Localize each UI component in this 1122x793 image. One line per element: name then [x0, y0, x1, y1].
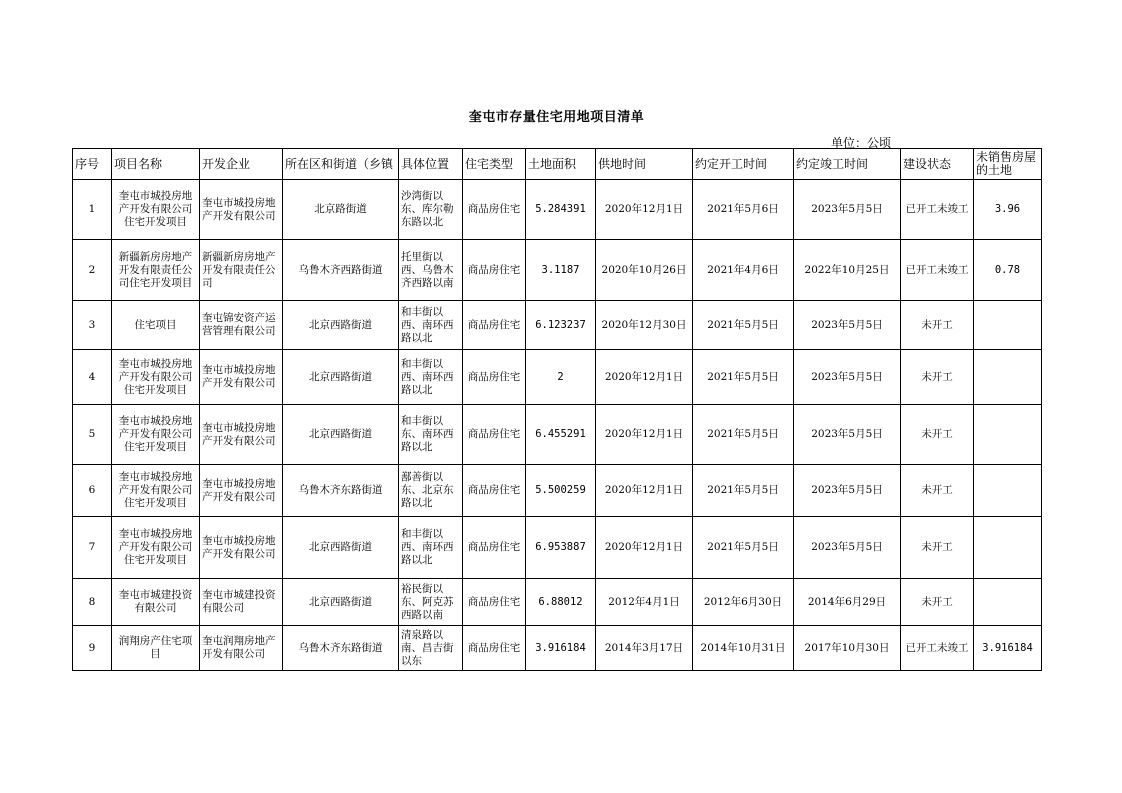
cell-project-name: 润翔房产住宅项目: [112, 626, 200, 671]
cell-supply-date: 2020年12月1日: [596, 405, 693, 465]
cell-location: 和丰街以西、南环西路以北: [399, 517, 463, 579]
table-row: [73, 626, 1042, 671]
header-company: 开发企业: [200, 149, 283, 180]
header-status: 建设状态: [901, 149, 974, 180]
cell-finish-date: 2023年5月5日: [794, 350, 901, 405]
header-finish-date: 约定竣工时间: [794, 149, 901, 180]
cell-location: 和丰街以西、南环西路以北: [399, 350, 463, 405]
cell-finish-date: 2023年5月5日: [794, 301, 901, 350]
cell-finish-date: 2023年5月5日: [794, 405, 901, 465]
cell-location: 沙湾街以东、库尔勒东路以北: [399, 180, 463, 240]
cell-project-name: 住宅项目: [112, 301, 200, 350]
cell-status: 未开工: [901, 517, 974, 579]
cell-start-date: 2021年5月5日: [693, 405, 794, 465]
cell-no: 3: [73, 301, 112, 350]
header-unsold-land: 未销售房屋的土地: [974, 149, 1042, 180]
cell-no: 2: [73, 240, 112, 301]
header-start-date: 约定开工时间: [693, 149, 794, 180]
cell-company: 新疆新房房地产开发有限责任公司: [200, 240, 283, 301]
cell-land-area: 5.500259: [526, 465, 596, 517]
cell-no: 4: [73, 350, 112, 405]
cell-status: 已开工未竣工: [901, 626, 974, 671]
cell-supply-date: 2012年4月1日: [596, 579, 693, 626]
cell-land-area: 6.123237: [526, 301, 596, 350]
cell-land-area: 3.1187: [526, 240, 596, 301]
table-row: [73, 517, 1042, 579]
cell-district: 北京西路街道: [283, 579, 399, 626]
unit-label: 单位：公顷: [831, 136, 892, 150]
cell-district: 乌鲁木齐西路街道: [283, 240, 399, 301]
cell-unsold-land: [974, 579, 1042, 626]
cell-district: 北京西路街道: [283, 301, 399, 350]
cell-start-date: 2021年5月5日: [693, 517, 794, 579]
cell-status: 未开工: [901, 579, 974, 626]
cell-status: 未开工: [901, 301, 974, 350]
cell-housing-type: 商品房住宅: [463, 240, 526, 301]
cell-no: 1: [73, 180, 112, 240]
cell-unsold-land: [974, 301, 1042, 350]
cell-supply-date: 2020年10月26日: [596, 240, 693, 301]
cell-project-name: 奎屯市城投房地产开发有限公司住宅开发项目: [112, 465, 200, 517]
cell-housing-type: 商品房住宅: [463, 579, 526, 626]
header-housing-type: 住宅类型: [463, 149, 526, 180]
cell-project-name: 奎屯市城投房地产开发有限公司住宅开发项目: [112, 350, 200, 405]
cell-district: 北京西路街道: [283, 350, 399, 405]
cell-unsold-land: [974, 465, 1042, 517]
cell-land-area: 2: [526, 350, 596, 405]
cell-supply-date: 2014年3月17日: [596, 626, 693, 671]
cell-land-area: 6.455291: [526, 405, 596, 465]
cell-unsold-land: 0.78: [974, 240, 1042, 301]
cell-supply-date: 2020年12月1日: [596, 517, 693, 579]
table-row: [73, 301, 1042, 350]
header-land-area: 土地面积: [526, 149, 596, 180]
cell-project-name: 奎屯市城投房地产开发有限公司住宅开发项目: [112, 517, 200, 579]
table-row: [73, 240, 1042, 301]
header-district: 所在区和街道（乡镇: [283, 149, 399, 180]
cell-finish-date: 2022年10月25日: [794, 240, 901, 301]
cell-housing-type: 商品房住宅: [463, 350, 526, 405]
table-row: [73, 180, 1042, 240]
cell-status: 未开工: [901, 465, 974, 517]
cell-status: 未开工: [901, 350, 974, 405]
document-title: 奎屯市存量住宅用地项目清单: [468, 110, 645, 125]
land-list-table: [72, 148, 1042, 671]
table-row: [73, 579, 1042, 626]
cell-district: 乌鲁木齐东路街道: [283, 465, 399, 517]
header-location: 具体位置: [399, 149, 463, 180]
cell-supply-date: 2020年12月1日: [596, 465, 693, 517]
cell-no: 6: [73, 465, 112, 517]
cell-housing-type: 商品房住宅: [463, 180, 526, 240]
cell-status: 已开工未竣工: [901, 240, 974, 301]
cell-location: 和丰街以西、南环西路以北: [399, 301, 463, 350]
cell-company: 奎屯市城投房地产开发有限公司: [200, 405, 283, 465]
cell-status: 未开工: [901, 405, 974, 465]
cell-company: 奎屯润翔房地产开发有限公司: [200, 626, 283, 671]
cell-land-area: 5.284391: [526, 180, 596, 240]
cell-company: 奎屯市城建投资有限公司: [200, 579, 283, 626]
cell-start-date: 2021年5月6日: [693, 180, 794, 240]
cell-district: 北京西路街道: [283, 517, 399, 579]
cell-finish-date: 2017年10月30日: [794, 626, 901, 671]
cell-unsold-land: 3.916184: [974, 626, 1042, 671]
cell-district: 北京西路街道: [283, 405, 399, 465]
cell-start-date: 2021年5月5日: [693, 301, 794, 350]
cell-start-date: 2021年5月5日: [693, 465, 794, 517]
cell-finish-date: 2023年5月5日: [794, 180, 901, 240]
cell-unsold-land: [974, 350, 1042, 405]
cell-land-area: 6.953887: [526, 517, 596, 579]
cell-location: 裕民街以东、阿克苏西路以南: [399, 579, 463, 626]
cell-no: 9: [73, 626, 112, 671]
header-supply-date: 供地时间: [596, 149, 693, 180]
cell-start-date: 2021年4月6日: [693, 240, 794, 301]
cell-no: 8: [73, 579, 112, 626]
cell-finish-date: 2023年5月5日: [794, 517, 901, 579]
cell-finish-date: 2023年5月5日: [794, 465, 901, 517]
cell-location: 鄯善街以东、北京东路以北: [399, 465, 463, 517]
cell-no: 5: [73, 405, 112, 465]
cell-unsold-land: [974, 405, 1042, 465]
cell-land-area: 6.88012: [526, 579, 596, 626]
cell-supply-date: 2020年12月1日: [596, 180, 693, 240]
cell-status: 已开工未竣工: [901, 180, 974, 240]
cell-location: 和丰街以东、南环西路以北: [399, 405, 463, 465]
header-project-name: 项目名称: [112, 149, 200, 180]
table-row: [73, 405, 1042, 465]
header-no: 序号: [73, 149, 112, 180]
cell-housing-type: 商品房住宅: [463, 465, 526, 517]
cell-project-name: 奎屯市城建投资有限公司: [112, 579, 200, 626]
cell-unsold-land: [974, 517, 1042, 579]
cell-no: 7: [73, 517, 112, 579]
cell-project-name: 奎屯市城投房地产开发有限公司住宅开发项目: [112, 180, 200, 240]
cell-company: 奎屯市城投房地产开发有限公司: [200, 517, 283, 579]
cell-start-date: 2014年10月31日: [693, 626, 794, 671]
cell-land-area: 3.916184: [526, 626, 596, 671]
cell-location: 清泉路以南、昌吉街以东: [399, 626, 463, 671]
cell-supply-date: 2020年12月30日: [596, 301, 693, 350]
cell-finish-date: 2014年6月29日: [794, 579, 901, 626]
cell-supply-date: 2020年12月1日: [596, 350, 693, 405]
cell-housing-type: 商品房住宅: [463, 517, 526, 579]
cell-district: 北京路街道: [283, 180, 399, 240]
cell-housing-type: 商品房住宅: [463, 626, 526, 671]
cell-housing-type: 商品房住宅: [463, 301, 526, 350]
cell-company: 奎屯市城投房地产开发有限公司: [200, 180, 283, 240]
cell-start-date: 2012年6月30日: [693, 579, 794, 626]
cell-housing-type: 商品房住宅: [463, 405, 526, 465]
table-row: [73, 350, 1042, 405]
cell-start-date: 2021年5月5日: [693, 350, 794, 405]
cell-company: 奎屯市城投房地产开发有限公司: [200, 465, 283, 517]
header-row: [73, 149, 1042, 180]
cell-company: 奎屯锦安资产运营管理有限公司: [200, 301, 283, 350]
cell-company: 奎屯市城投房地产开发有限公司: [200, 350, 283, 405]
cell-location: 托里街以西、乌鲁木齐西路以南: [399, 240, 463, 301]
cell-project-name: 新疆新房房地产开发有限责任公司住宅开发项目: [112, 240, 200, 301]
cell-district: 乌鲁木齐东路街道: [283, 626, 399, 671]
cell-project-name: 奎屯市城投房地产开发有限公司住宅开发项目: [112, 405, 200, 465]
cell-unsold-land: 3.96: [974, 180, 1042, 240]
table-row: [73, 465, 1042, 517]
